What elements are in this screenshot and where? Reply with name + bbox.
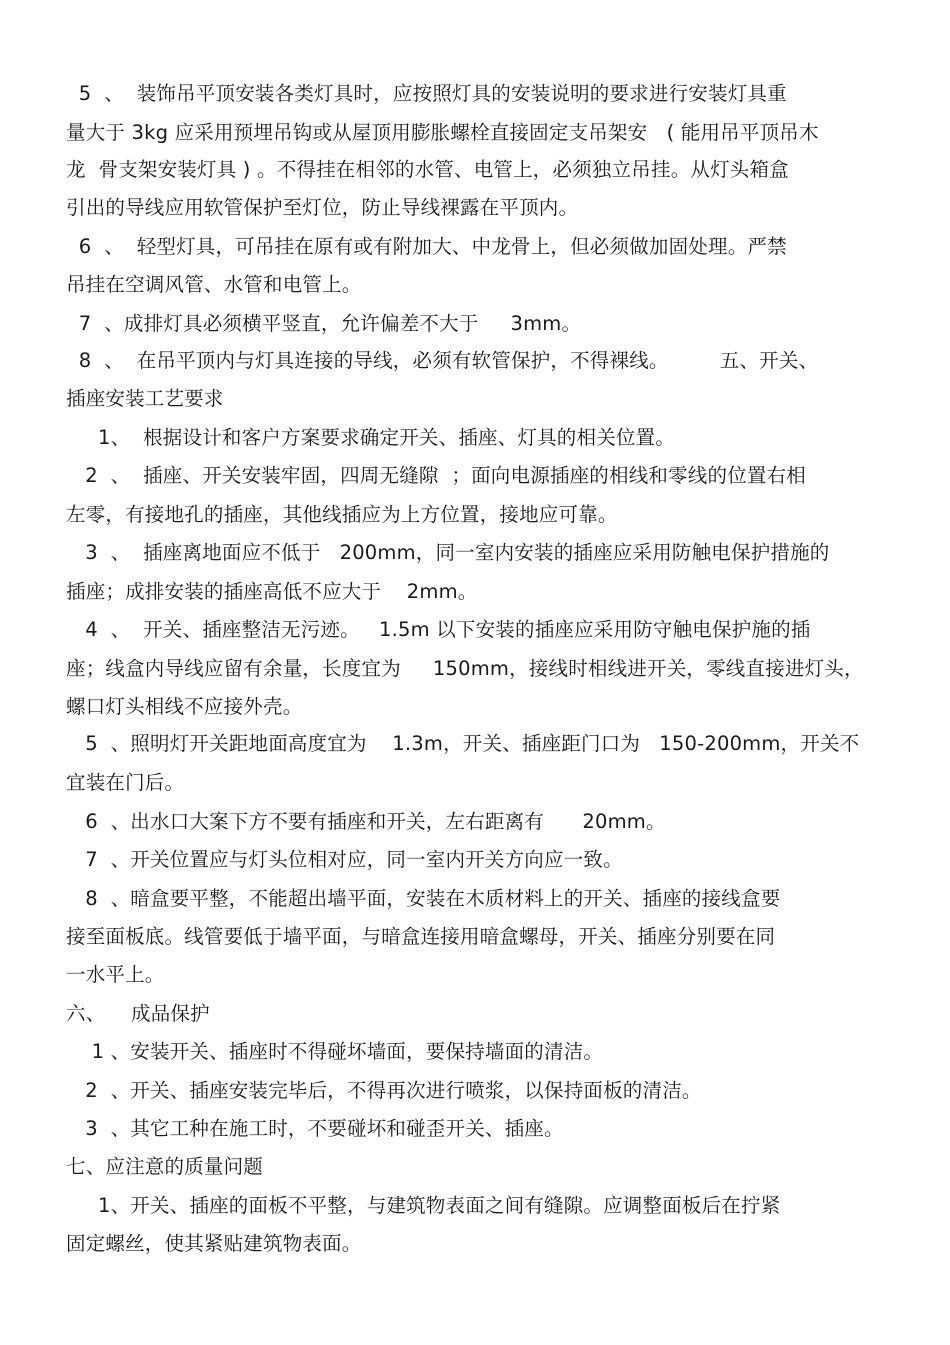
section-heading: 七、应注意的质量问题 — [66, 1155, 264, 1178]
text-line: 一水平上。 — [66, 963, 165, 986]
text-line: 插座；成排安装的插座高低不应大于 2mm。 — [66, 580, 478, 603]
text-line: 固定螺丝，使其紧贴建筑物表面。 — [66, 1232, 362, 1255]
text-line: 6 、 轻型灯具，可吊挂在原有或有附加大、中龙骨上，但必须做加固处理。严禁 — [66, 235, 787, 258]
text-line: 6 、出水口大案下方不要有插座和开关，左右距离有 20mm。 — [66, 810, 666, 833]
text-line: 吊挂在空调风管、水管和电管上。 — [66, 273, 362, 296]
text-line: 7 、成排灯具必须横平竖直，允许偏差不大于 3mm。 — [66, 312, 582, 335]
text-line: 1、开关、插座的面板不平整，与建筑物表面之间有缝隙。应调整面板后在拧紧 — [66, 1194, 781, 1217]
text-line: 1、 根据设计和客户方案要求确定开关、插座、灯具的相关位置。 — [66, 426, 675, 449]
text-line: 量大于 3kg 应采用预埋吊钩或从屋顶用膨胀螺栓直接固定支吊架安 ( 能用吊平顶吊木 — [66, 121, 819, 144]
text-line: 3 、 插座离地面应不低于 200mm，同一室内安装的插座应采用防触电保护措施的 — [66, 541, 830, 564]
text-line: 2 、 插座、开关安装牢固，四周无缝隙 ；面向电源插座的相线和零线的位置右相 — [66, 464, 806, 487]
text-line: 宜装在门后。 — [66, 771, 185, 794]
text-line: 1 、安装开关、插座时不得碰坏墙面，要保持墙面的清洁。 — [66, 1040, 604, 1063]
text-line: 3 、其它工种在施工时，不要碰坏和碰歪开关、插座。 — [66, 1117, 564, 1140]
text-line: 螺口灯头相线不应接外壳。 — [66, 695, 303, 718]
text-line: 座；线盒内导线应留有余量，长度宜为 150mm，接线时相线进开关，零线直接进灯头， — [66, 657, 864, 680]
text-line: 龙 骨支架安装灯具 ) 。不得挂在相邻的水管、电管上，必须独立吊挂。从灯头箱盒 — [66, 158, 789, 181]
text-line: 插座安装工艺要求 — [66, 387, 224, 410]
text-line: 2 、开关、插座安装完毕后，不得再次进行喷浆，以保持面板的清洁。 — [66, 1079, 702, 1102]
text-line: 接至面板底。线管要低于墙平面，与暗盒连接用暗盒螺母，开关、插座分别要在同 — [66, 925, 776, 948]
text-line: 引出的导线应用软管保护至灯位，防止导线裸露在平顶内。 — [66, 196, 579, 219]
section-heading: 六、 成品保护 — [66, 1002, 210, 1025]
text-line: 8 、暗盒要平整，不能超出墙平面，安装在木质材料上的开关、插座的接线盒要 — [66, 887, 781, 910]
text-line: 5 、 装饰吊平顶安装各类灯具时，应按照灯具的安装说明的要求进行安装灯具重 — [66, 82, 787, 105]
text-line: 5 、照明灯开关距地面高度宜为 1.3m，开关、插座距门口为 150-200mm，开关不 — [66, 732, 860, 755]
text-line: 4 、 开关、插座整洁无污迹。 1.5m 以下安装的插座应采用防守触电保护施的插 — [66, 618, 811, 641]
text-line: 8 、 在吊平顶内与灯具连接的导线，必须有软管保护，不得裸线。 五、开关、 — [66, 349, 819, 372]
text-line: 左零，有接地孔的插座，其他线插应为上方位置，接地应可靠。 — [66, 503, 618, 526]
text-line: 7 、开关位置应与灯头位相对应，同一室内开关方向应一致。 — [66, 848, 623, 871]
